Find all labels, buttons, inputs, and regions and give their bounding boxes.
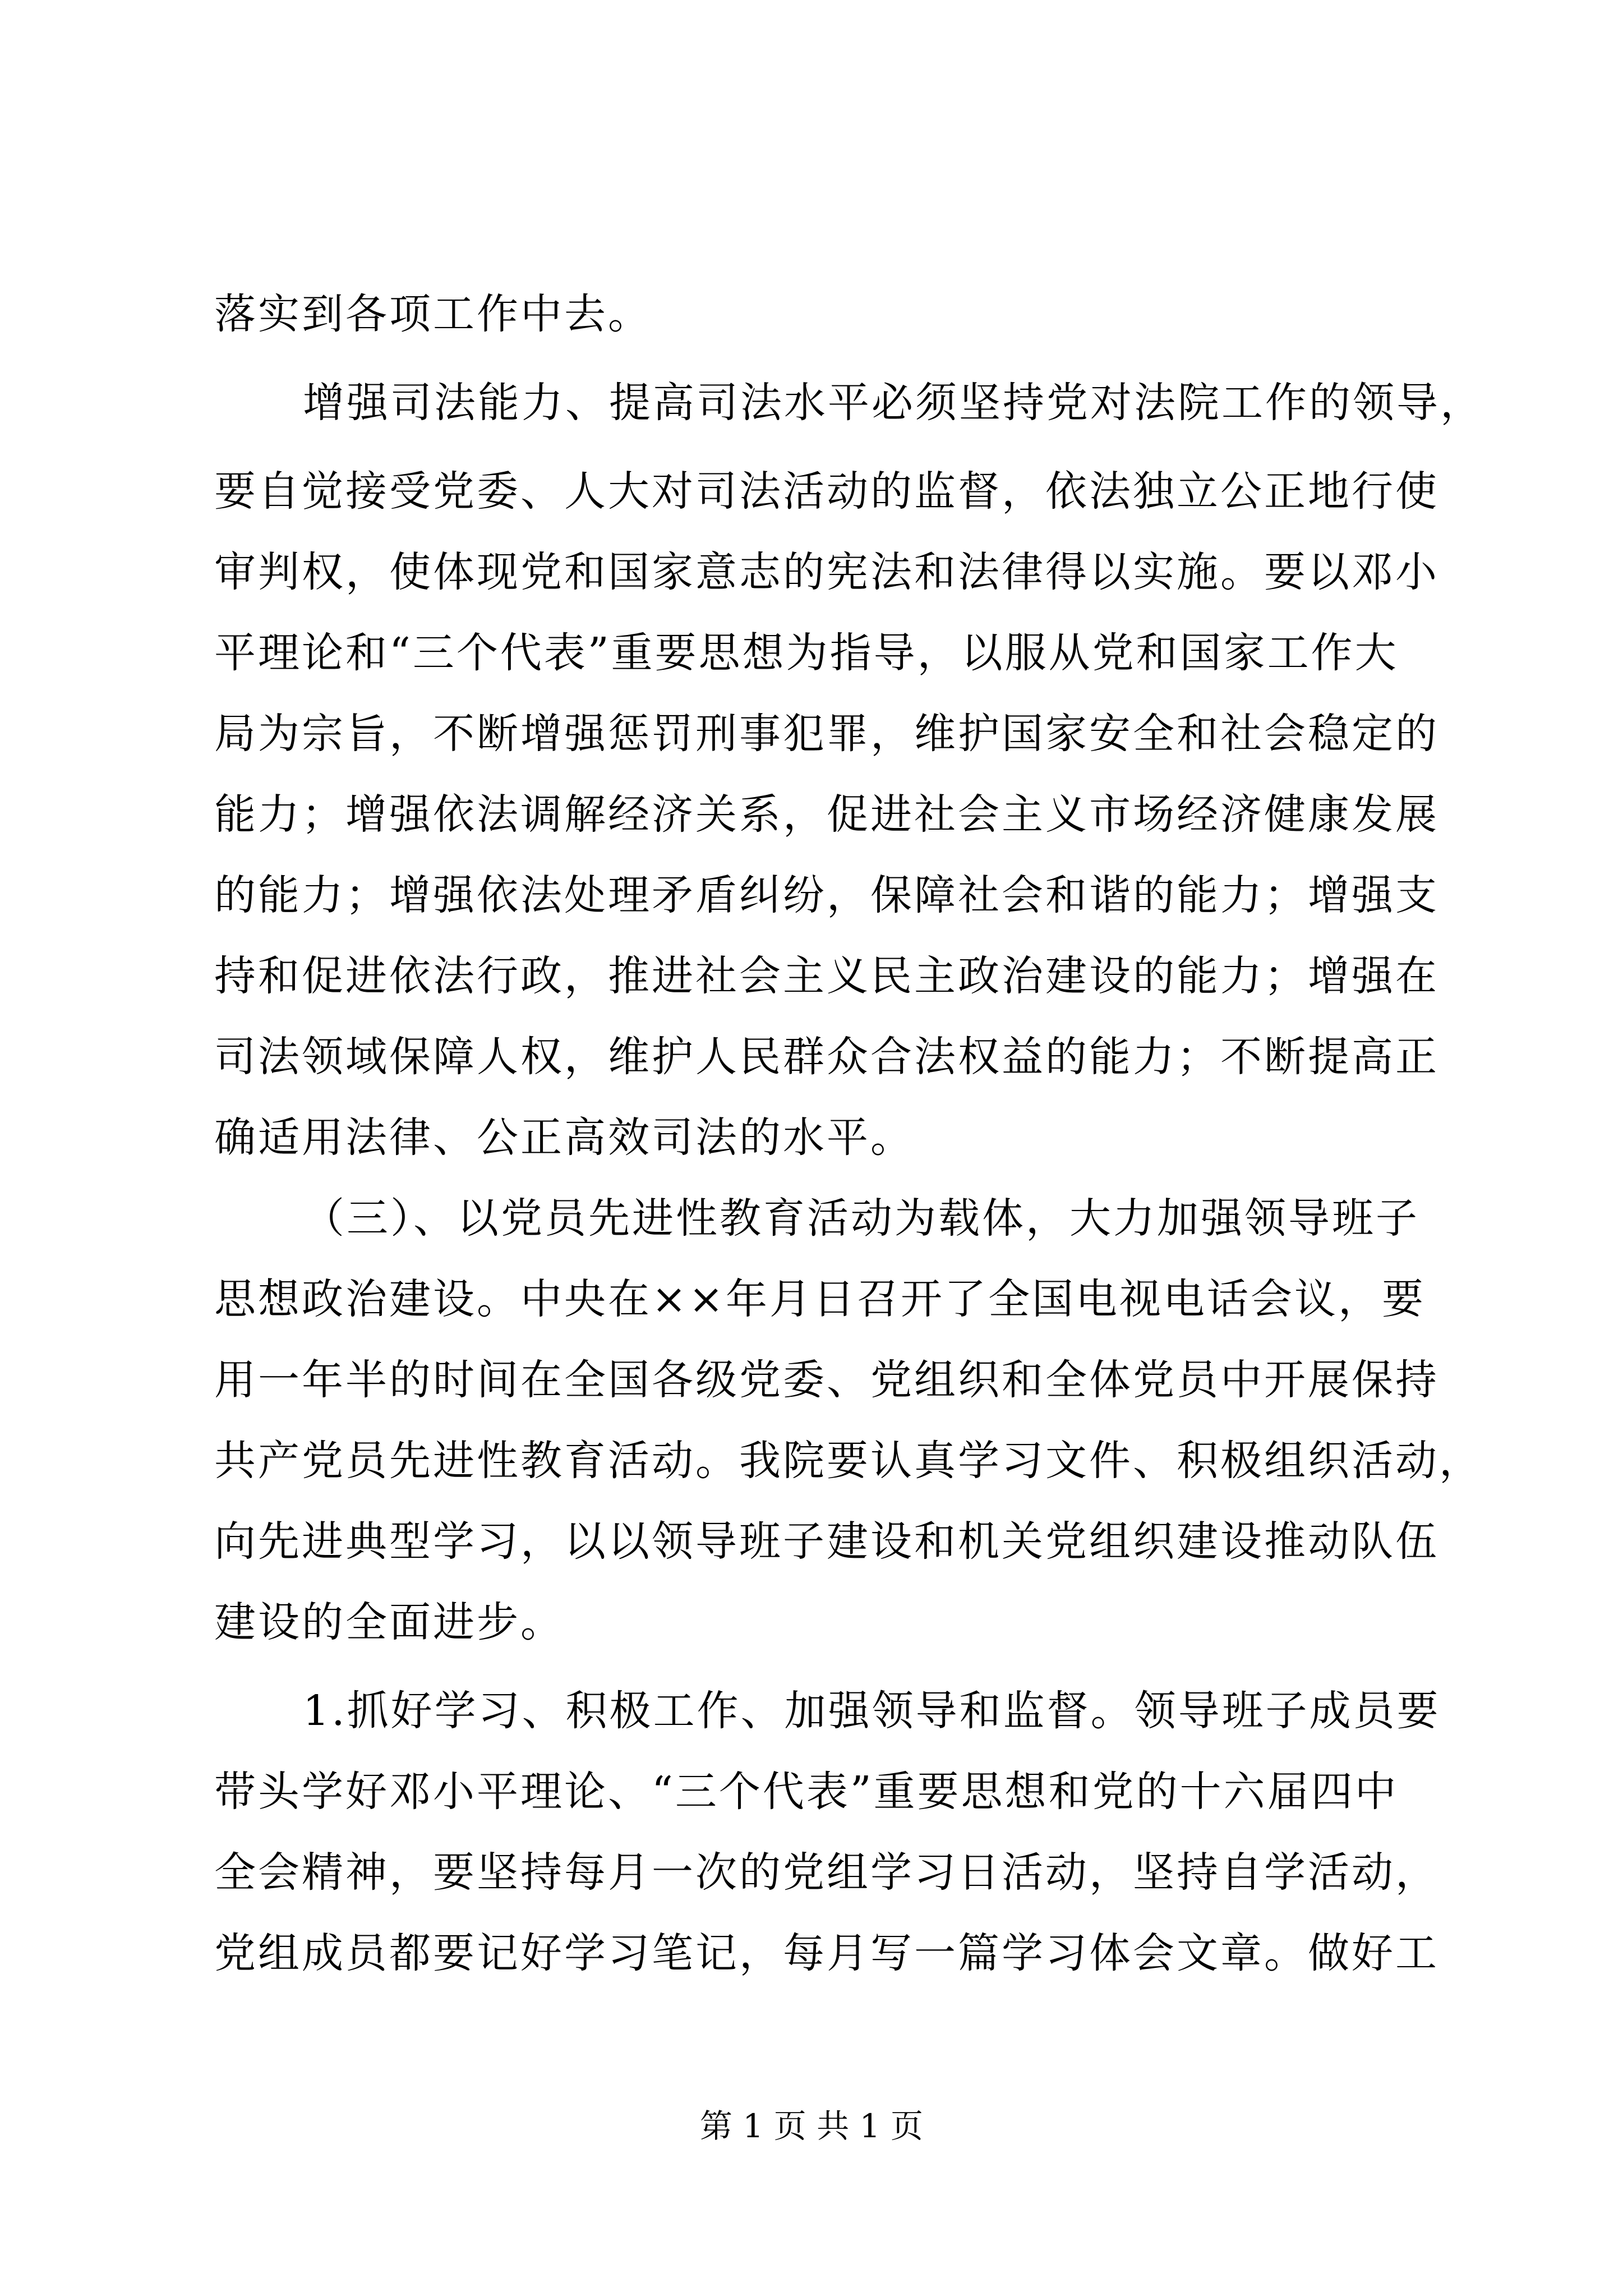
paragraph-first-line: 1.抓好学习、积极工作、加强领导和监督。领导班子成员要 — [303, 1687, 1441, 1735]
text-line: 确适用法律、公正高效司法的水平。 — [214, 1114, 914, 1162]
text-line: 要自觉接受党委、人大对司法活动的监督，依法独立公正地行使 — [214, 467, 1439, 516]
text-line: 党组成员都要记好学习笔记，每月写一篇学习体会文章。做好工 — [214, 1929, 1439, 1977]
text-line: 司法领域保障人权，维护人民群众合法权益的能力；不断提高正 — [214, 1033, 1439, 1081]
text-line: 共产党员先进性教育活动。我院要认真学习文件、积极组织活动， — [214, 1437, 1483, 1485]
text-line: 思想政治建设。中央在××年月日召开了全国电视电话会议，要 — [214, 1275, 1426, 1323]
page-footer: 第 1 页 共 1 页 — [700, 2107, 923, 2145]
text-line: 建设的全面进步。 — [214, 1598, 564, 1646]
text-line: 持和促进依法行政，推进社会主义民主政治建设的能力；增强在 — [214, 952, 1439, 1000]
text-line: 用一年半的时间在全国各级党委、党组织和全体党员中开展保持 — [214, 1356, 1439, 1404]
text-line: 能力；增强依法调解经济关系，促进社会主义市场经济健康发展 — [214, 790, 1439, 839]
text-line: 带头学好邓小平理论、“三个代表”重要思想和党的十六届四中 — [214, 1768, 1399, 1816]
section-heading-line: （三）、以党员先进性教育活动为载体，大力加强领导班子 — [303, 1194, 1419, 1243]
paragraph-first-line: 增强司法能力、提高司法水平必须坚持党对法院工作的领导， — [303, 379, 1484, 427]
text-line: 平理论和“三个代表”重要思想为指导，以服从党和国家工作大 — [214, 629, 1399, 677]
text-line: 向先进典型学习，以以领导班子建设和机关党组织建设推动队伍 — [214, 1517, 1439, 1566]
text-line: 落实到各项工作中去。 — [214, 290, 652, 338]
text-line: 审判权，使体现党和国家意志的宪法和法律得以实施。要以邓小 — [214, 548, 1439, 596]
text-line: 全会精神，要坚持每月一次的党组学习日活动，坚持自学活动， — [214, 1848, 1439, 1897]
text-line: 的能力；增强依法处理矛盾纠纷，保障社会和谐的能力；增强支 — [214, 871, 1439, 919]
text-line: 局为宗旨，不断增强惩罚刑事犯罪，维护国家安全和社会稳定的 — [214, 710, 1439, 758]
